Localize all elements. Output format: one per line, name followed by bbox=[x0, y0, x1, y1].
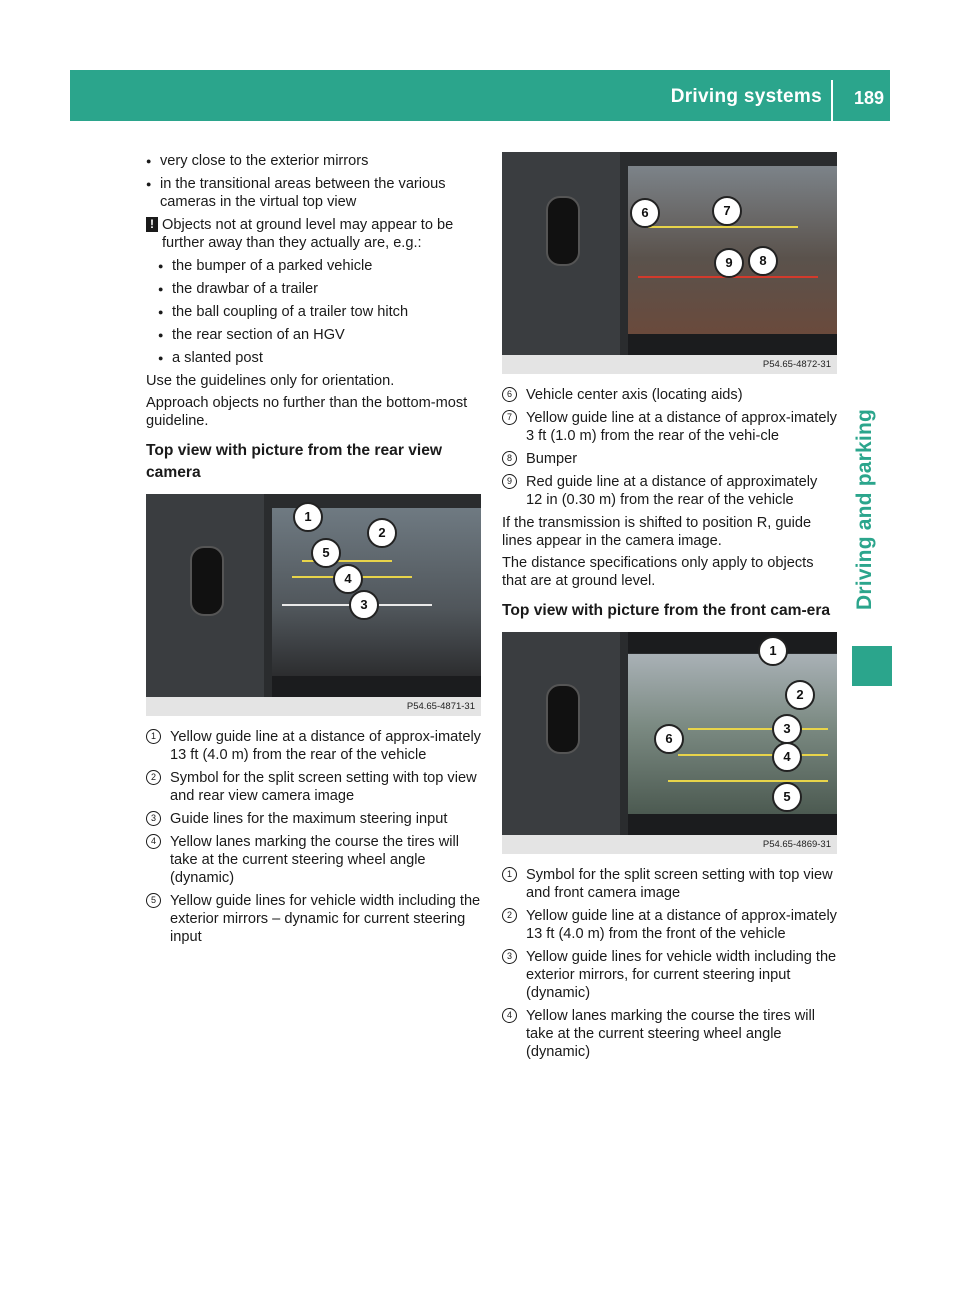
page-header bbox=[70, 70, 890, 121]
figure-code: P54.65-4872-31 bbox=[502, 355, 837, 374]
legend-item: 9 Red guide line at a distance of approximately 12 in (0.30 m) from the rear of the vehicle bbox=[502, 473, 837, 509]
camera-toolbar bbox=[628, 814, 837, 835]
warning-icon: ! bbox=[146, 217, 158, 232]
car-icon bbox=[190, 546, 224, 616]
legend-item: 2 Yellow guide line at a distance of approx-imately 13 ft (4.0 m) from the front of the vehicle bbox=[502, 907, 837, 943]
legend-item: 6 Vehicle center axis (locating aids) bbox=[502, 386, 837, 404]
callout-marker: 5 bbox=[772, 782, 802, 812]
rear-camera-figure bbox=[146, 494, 481, 716]
warning-note bbox=[146, 216, 481, 252]
page-number: 189 bbox=[853, 88, 884, 108]
legend-number: 9 bbox=[502, 474, 517, 489]
callout-marker: 4 bbox=[772, 742, 802, 772]
legend-number: 4 bbox=[502, 1008, 517, 1023]
legend-item: 7 Yellow guide line at a distance of approx-imately 3 ft (1.0 m) from the rear of the vehi-cle bbox=[502, 409, 837, 445]
list-item: ● the drawbar of a trailer bbox=[146, 280, 481, 298]
right-column bbox=[502, 152, 837, 1066]
top-view-panel bbox=[502, 152, 620, 355]
rear-camera-detail-figure bbox=[502, 152, 837, 374]
callout-marker: 6 bbox=[654, 724, 684, 754]
body-text: Use the guidelines only for orientation. bbox=[146, 373, 395, 389]
callout-marker: 1 bbox=[293, 502, 323, 532]
list-item: ● the ball coupling of a trailer tow hitch bbox=[146, 303, 481, 321]
legend-number: 8 bbox=[502, 451, 517, 466]
list-item: ● a slanted post bbox=[146, 349, 481, 367]
callout-marker: 2 bbox=[785, 680, 815, 710]
legend-number: 1 bbox=[502, 867, 517, 882]
legend-item: 1 Symbol for the split screen setting with top view and front camera image bbox=[502, 866, 837, 902]
list-item: ● the rear section of an HGV bbox=[146, 326, 481, 344]
camera-toolbar bbox=[272, 676, 481, 697]
callout-marker: 1 bbox=[758, 636, 788, 666]
camera-toolbar bbox=[628, 334, 837, 355]
callout-marker: 7 bbox=[712, 196, 742, 226]
callout-marker: 6 bbox=[630, 198, 660, 228]
legend-item: 4 Yellow lanes marking the course the tires will take at the current steering wheel angle (dynamic) bbox=[146, 833, 481, 887]
left-column bbox=[146, 152, 481, 951]
body-text: Approach objects no further than the bottom-most guideline. bbox=[146, 395, 468, 429]
section-heading: Top view with picture from the rear view camera bbox=[146, 442, 443, 481]
legend-number: 2 bbox=[502, 908, 517, 923]
legend-item: 5 Yellow guide lines for vehicle width including the exterior mirrors – dynamic for current steering input bbox=[146, 892, 481, 946]
list-item: ● in the transitional areas between the various cameras in the virtual top view bbox=[146, 175, 481, 211]
legend-number: 5 bbox=[146, 893, 161, 908]
body-text: If the transmission is shifted to position R, guide lines appear in the camera image. bbox=[502, 515, 812, 549]
legend-item: 8 Bumper bbox=[502, 450, 837, 468]
legend-item: 1 Yellow guide line at a distance of approx-imately 13 ft (4.0 m) from the rear of the vehicle bbox=[146, 728, 481, 764]
legend-item: 3 Guide lines for the maximum steering input bbox=[146, 810, 481, 828]
chapter-tab-label: Driving and parking bbox=[853, 409, 876, 610]
legend-number: 7 bbox=[502, 410, 517, 425]
callout-marker: 4 bbox=[333, 564, 363, 594]
header-divider bbox=[831, 80, 833, 121]
figure-code: P54.65-4871-31 bbox=[146, 697, 481, 716]
section-heading: Top view with picture from the front cam-era bbox=[502, 602, 831, 619]
legend-item: 2 Symbol for the split screen setting with top view and rear view camera image bbox=[146, 769, 481, 805]
legend-number: 6 bbox=[502, 387, 517, 402]
callout-marker: 5 bbox=[311, 538, 341, 568]
top-view-panel bbox=[502, 632, 620, 835]
warning-text: Objects not at ground level may appear to be further away than they actually are, e.g.: bbox=[162, 217, 454, 251]
camera-toolbar bbox=[628, 632, 837, 653]
callout-marker: 8 bbox=[748, 246, 778, 276]
list-item: ● the bumper of a parked vehicle bbox=[146, 257, 481, 275]
callout-marker: 3 bbox=[772, 714, 802, 744]
car-icon bbox=[546, 196, 580, 266]
body-text: The distance specifications only apply to objects that are at ground level. bbox=[502, 555, 814, 589]
list-item: ● very close to the exterior mirrors bbox=[146, 152, 481, 170]
section-title: Driving systems bbox=[670, 86, 822, 107]
legend-item: 4 Yellow lanes marking the course the tires will take at the current steering wheel angle (dynamic) bbox=[502, 1007, 837, 1061]
top-view-panel bbox=[146, 494, 264, 697]
callout-marker: 9 bbox=[714, 248, 744, 278]
car-icon bbox=[546, 684, 580, 754]
chapter-tab-marker bbox=[852, 646, 892, 686]
legend-item: 3 Yellow guide lines for vehicle width including the exterior mirrors, for current steering input (dynamic) bbox=[502, 948, 837, 1002]
legend-number: 1 bbox=[146, 729, 161, 744]
legend-number: 2 bbox=[146, 770, 161, 785]
callout-marker: 3 bbox=[349, 590, 379, 620]
legend-number: 4 bbox=[146, 834, 161, 849]
callout-marker: 2 bbox=[367, 518, 397, 548]
legend-number: 3 bbox=[146, 811, 161, 826]
front-camera-figure bbox=[502, 632, 837, 854]
legend-number: 3 bbox=[502, 949, 517, 964]
figure-code: P54.65-4869-31 bbox=[502, 835, 837, 854]
